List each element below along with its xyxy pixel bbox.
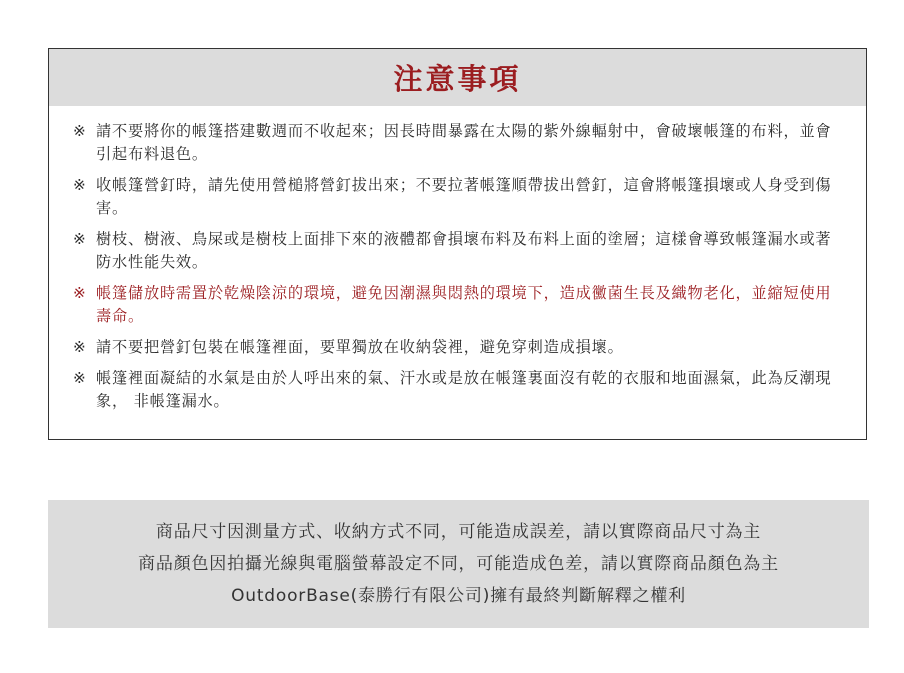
disclaimer-box (48, 500, 869, 628)
notice-header (49, 49, 866, 106)
reference-mark-icon: ※ (73, 284, 87, 302)
notice-item-text: 樹枝、樹液、鳥屎或是樹枝上面排下來的液體都會損壞布料及布料上面的塗層；這樣會導致帳篷漏水或著防水性能失效。 (96, 230, 832, 271)
disclaimer-color-line: 商品顏色因拍攝光線與電腦螢幕設定不同，可能造成色差，請以實際商品顏色為主 (138, 554, 779, 574)
notice-item (73, 367, 840, 413)
reference-mark-icon: ※ (73, 176, 87, 194)
notice-item (73, 228, 840, 274)
notice-item-text: 帳篷儲放時需置於乾燥陰涼的環境，避免因潮濕與悶熱的環境下，造成黴菌生長及織物老化，並縮短使用壽命。 (96, 284, 832, 325)
disclaimer-rights-line: OutdoorBase(泰勝行有限公司)擁有最終判斷解釋之權利 (231, 586, 686, 606)
reference-mark-icon: ※ (73, 122, 87, 140)
notice-title: 注意事項 (393, 62, 522, 96)
notice-item-text: 收帳篷營釘時，請先使用營槌將營釘拔出來；不要拉著帳篷順帶拔出營釘，這會將帳篷損壞或人身受到傷害。 (96, 176, 832, 217)
reference-mark-icon: ※ (73, 369, 87, 387)
reference-mark-icon: ※ (73, 230, 87, 248)
notice-item-text: 請不要將你的帳篷搭建數週而不收起來；因長時間暴露在太陽的紫外線輻射中，會破壞帳篷的布料，並會引起布料退色。 (96, 122, 832, 163)
notice-box (48, 48, 867, 440)
notice-item (73, 336, 840, 359)
notice-item (73, 174, 840, 220)
notice-item-highlighted (73, 282, 840, 328)
notice-list (49, 106, 866, 413)
reference-mark-icon: ※ (73, 338, 87, 356)
notice-item (73, 120, 840, 166)
notice-item-text: 帳篷裡面凝結的水氣是由於人呼出來的氣、汗水或是放在帳篷裏面沒有乾的衣服和地面濕氣，此為反潮現象， 非帳篷漏水。 (96, 369, 832, 410)
notice-item-text: 請不要把營釘包裝在帳篷裡面，要單獨放在收納袋裡，避免穿刺造成損壞。 (96, 338, 624, 356)
disclaimer-size-line: 商品尺寸因測量方式、收納方式不同，可能造成誤差，請以實際商品尺寸為主 (155, 522, 762, 542)
